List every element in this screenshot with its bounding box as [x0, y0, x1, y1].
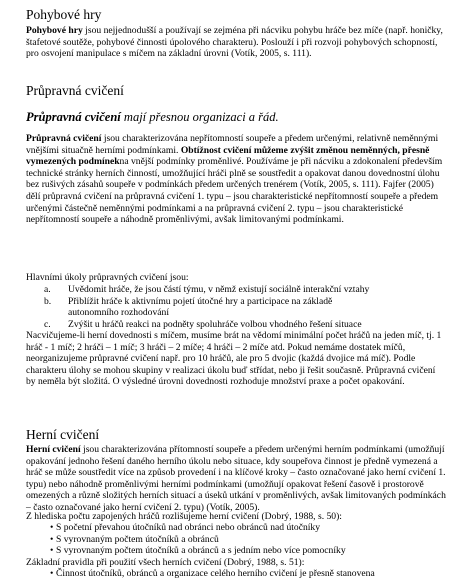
list-hraci — [26, 522, 446, 557]
section-heading-herni: Herní cvičení — [26, 427, 100, 442]
section-heading-pohybove-hry: Pohybové hry — [26, 7, 102, 22]
list-item-text: S vyrovnaným počtem útočníků a obránců — [56, 533, 219, 545]
list-item — [26, 545, 446, 557]
list-item — [30, 284, 430, 296]
emphasis-obtiznost: Obtížnost cvičení můžeme zvýšit změnou neměnných, přesně vymezených podmínek — [26, 144, 430, 168]
list-pravidla — [26, 568, 446, 580]
list-marker: c. — [44, 318, 51, 330]
paragraph-pruprava-1 — [26, 133, 446, 226]
bullet-icon: • — [50, 545, 54, 557]
paragraph-herni-1 — [26, 444, 446, 514]
lead-rest: mají přesnou organizaci a řád. — [120, 110, 279, 124]
list-intro-hraci: Z hlediska počtu zapojených hráčů rozlišujeme herní cvičení (Dobrý, 1988, s. 50): — [26, 511, 342, 522]
lead-sentence-pruprava — [26, 110, 444, 125]
list-item — [26, 534, 446, 546]
list-item-text: Přiblížit hráče k aktivnímu pojetí útočné hry a participace na základě autonomního rozhodování — [68, 295, 333, 319]
list-item-text: Zvýšit u hráčů reakci na podněty spoluhráče volbou vhodného řešení situace — [68, 318, 362, 330]
paragraph-pohybove-hry — [26, 25, 444, 60]
list-intro-ukoly: Hlavními úkoly průpravných cvičení jsou: — [26, 272, 189, 283]
term-herni: Herní cvičení — [26, 444, 81, 455]
paragraph-pruprava-2: Nacvičujeme-li herní dovednosti s míčem, musíme brát na vědomí minimální počet hráčů na jeden míč, tj. 1 hráč - 1 míč; 2 hráči – 1 míč; 3 hráči – 2 míče; 4 hráči – 2 míče atd. Pokud nemáme dostatek míčů, neorganizujeme průpravné cvičení např. pro 10 hráčů, ale pro 5 dvojic (každá dvojice má míč). Podle charakteru úlohy se mohou skupiny v realizaci úkolu buď střídat, nebo ji řešit současně. Průpravná cvičení by neměla být složitá. O výsledné úrovni dovednosti rozhoduje množství praxe a počet opakování. — [26, 330, 442, 388]
list-marker: a. — [44, 284, 51, 295]
list-item-text: S početní převahou útočníků nad obránci nebo obránců nad útočníky — [56, 522, 321, 533]
list-item — [26, 568, 446, 580]
list-intro-pravidla: Základní pravidla při použití všech herních cvičení (Dobrý, 1988, s. 51): — [26, 557, 305, 568]
list-ukoly — [26, 284, 430, 330]
list-item — [30, 319, 430, 331]
text-pohybove-hry: jsou nejjednodušší a používají se zejména při nácviku pohybu hráče bez míče (např. honičky, štafetové soutěže, pohybové činnosti úpolového charakteru). Poslouží i při rozvoji pohybových schopností, pro osvojení manipulace s míčem na základní úrovni (Votík, 2005, s. 111). — [26, 25, 443, 60]
bullet-icon: • — [50, 568, 54, 579]
list-item-text: Činnost útočníků, obránců a organizace celého herního cvičení je přesně stanovena — [56, 568, 375, 579]
list-item — [30, 296, 430, 319]
list-item-text: S vyrovnaným počtem útočníků a obránců a s jedním nebo více pomocníky — [56, 545, 346, 557]
term-pohybove-hry: Pohybové hry — [26, 25, 83, 36]
text-pruprava-a: jsou charakterizována nepřítomností soupeře a předem určenými, relativně neměnnými vnějšími situačně herními podmínkami. — [26, 133, 439, 156]
list-marker: b. — [44, 295, 52, 307]
lead-term: Průpravná cvičení — [26, 110, 121, 124]
text-pruprava-b: na vnější podmínky proměnlivé. Používáme je při nácviku a zdokonalení především technické stránky herních činností, umožňující hráči plně se soustředit a opakovat danou dovednostní úlohu bez rušivých zásahů soupeře v podmínkách předem určených trenérem (Votík, 2005, s. 111). Fajfer (2005) dělí průpravná cvičení na průpravná cvičení 1. typu – jsou charakteristické nepřítomností soupeře a předem určenými částečně neměnnými podmínkami a na průpravná cvičení 2. typu – jsou charakteristické nepřítomností soupeře a náhodně proměnlivými, avšak limitovanými podmínkami. — [26, 156, 443, 226]
list-item — [26, 522, 446, 534]
list-item-text: Uvědomit hráče, že jsou částí týmu, v němž existují sociálně interakční vztahy — [68, 284, 370, 295]
text-herni: jsou charakterizována přítomností soupeře a předem určenými herním podmínkami (umožňují opakování jednoho řešení daného herního úkolu nebo situace, kdy soupeřova činnost je předně vymezená a hráč se může soustředit více na způsob provedení i na klíčové kroky – často označované jako herní cvičení 1. typu) nebo náhodně proměnlivými herními podmínkami (umožňují opakovat řešení časově i prostorově omezených a různě složitých herních situací a úseků utkání v proměnlivých, avšak limitovaných podmínkách – často označované jako herní cvičení 2. typu) (Votík, 2005). — [26, 444, 446, 513]
section-heading-pruprava: Průpravná cvičení — [26, 83, 124, 98]
bullet-icon: • — [50, 533, 54, 545]
term-pruprava: Průpravná cvičení — [26, 133, 102, 144]
bullet-icon: • — [50, 522, 54, 533]
